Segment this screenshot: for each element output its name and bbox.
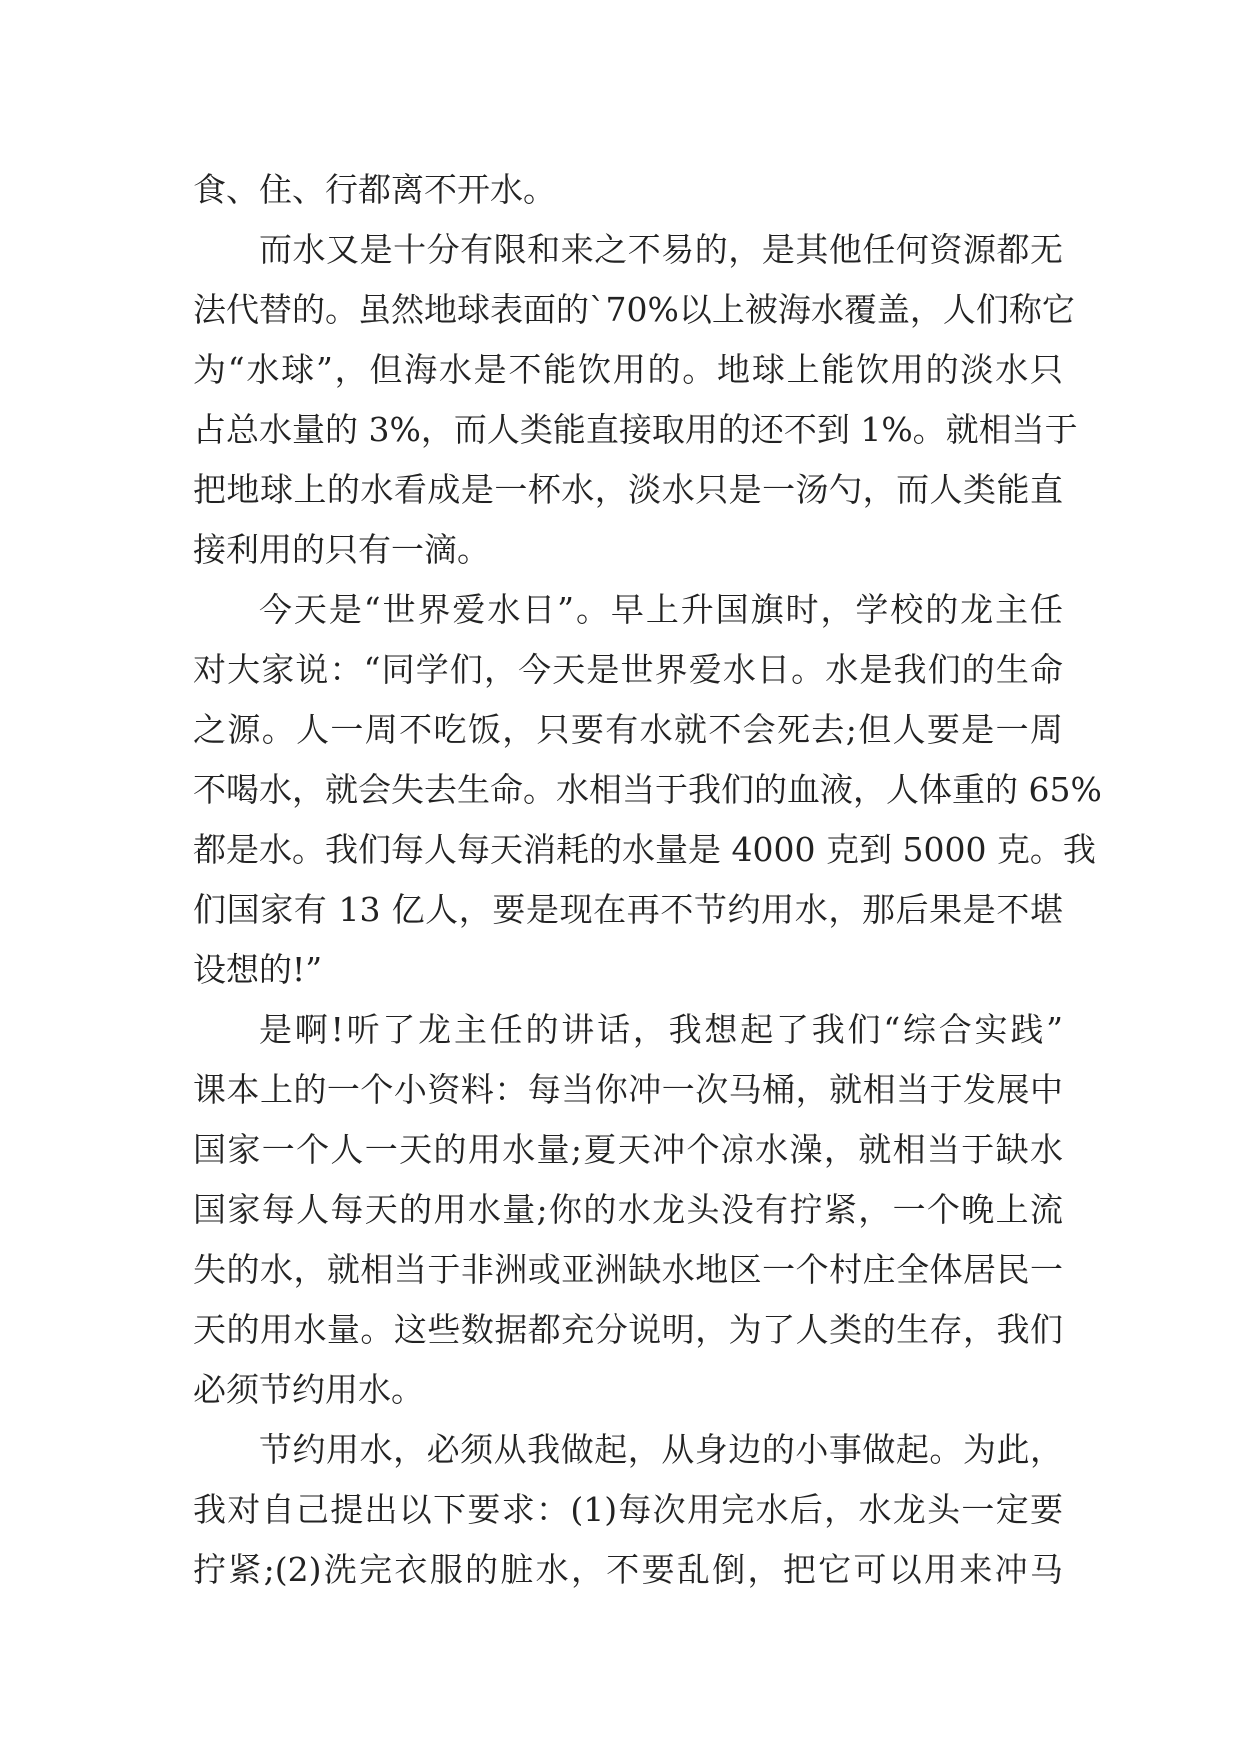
text-line: 我对自己提出以下要求：(1)每次用完水后，水龙头一定要	[193, 1490, 1063, 1529]
text-line: 天的用水量。这些数据都充分说明，为了人类的生存，我们	[193, 1310, 1063, 1349]
text-line: 都是水。我们每人每天消耗的水量是 4000 克到 5000 克。我	[193, 830, 1096, 869]
text-line: 拧紧;(2)洗完衣服的脏水，不要乱倒，把它可以用来冲马	[193, 1550, 1063, 1589]
body-text	[193, 160, 1102, 1600]
text-line: 国家每人每天的用水量;你的水龙头没有拧紧，一个晚上流	[193, 1190, 1063, 1229]
paragraph	[193, 160, 1063, 220]
text-line: 把地球上的水看成是一杯水，淡水只是一汤勺，而人类能直	[193, 470, 1063, 509]
text-line: 课本上的一个小资料：每当你冲一次马桶，就相当于发展中	[193, 1070, 1063, 1109]
paragraph	[193, 1420, 1063, 1600]
text-line: 是啊!听了龙主任的讲话，我想起了我们“综合实践”	[259, 1010, 1063, 1049]
text-line: 之源。人一周不吃饭，只要有水就不会死去;但人要是一周	[193, 710, 1063, 749]
text-line: 必须节约用水。	[193, 1370, 424, 1409]
text-line: 失的水，就相当于非洲或亚洲缺水地区一个村庄全体居民一	[193, 1250, 1063, 1289]
text-line: 法代替的。虽然地球表面的`70%以上被海水覆盖，人们称它	[193, 290, 1075, 329]
text-line: 接利用的只有一滴。	[193, 530, 490, 569]
text-line: 不喝水，就会失去生命。水相当于我们的血液，人体重的 65%	[193, 770, 1102, 809]
text-line: 节约用水，必须从我做起，从身边的小事做起。为此，	[259, 1430, 1063, 1469]
text-line: 国家一个人一天的用水量;夏天冲个凉水澡，就相当于缺水	[193, 1130, 1063, 1169]
paragraph	[193, 220, 1078, 580]
text-line: 食、住、行都离不开水。	[193, 170, 556, 209]
text-line: 们国家有 13 亿人，要是现在再不节约用水，那后果是不堪	[193, 890, 1063, 929]
text-line: 设想的!”	[193, 950, 323, 989]
text-line: 而水又是十分有限和来之不易的，是其他任何资源都无	[259, 230, 1063, 269]
text-line: 今天是“世界爱水日”。早上升国旗时，学校的龙主任	[259, 590, 1063, 629]
text-line: 占总水量的 3%，而人类能直接取用的还不到 1%。就相当于	[193, 410, 1078, 449]
text-line: 为“水球”，但海水是不能饮用的。地球上能饮用的淡水只	[193, 350, 1063, 389]
paragraph	[193, 580, 1102, 1000]
text-line: 对大家说：“同学们，今天是世界爱水日。水是我们的生命	[193, 650, 1063, 689]
paragraph	[193, 1000, 1063, 1420]
